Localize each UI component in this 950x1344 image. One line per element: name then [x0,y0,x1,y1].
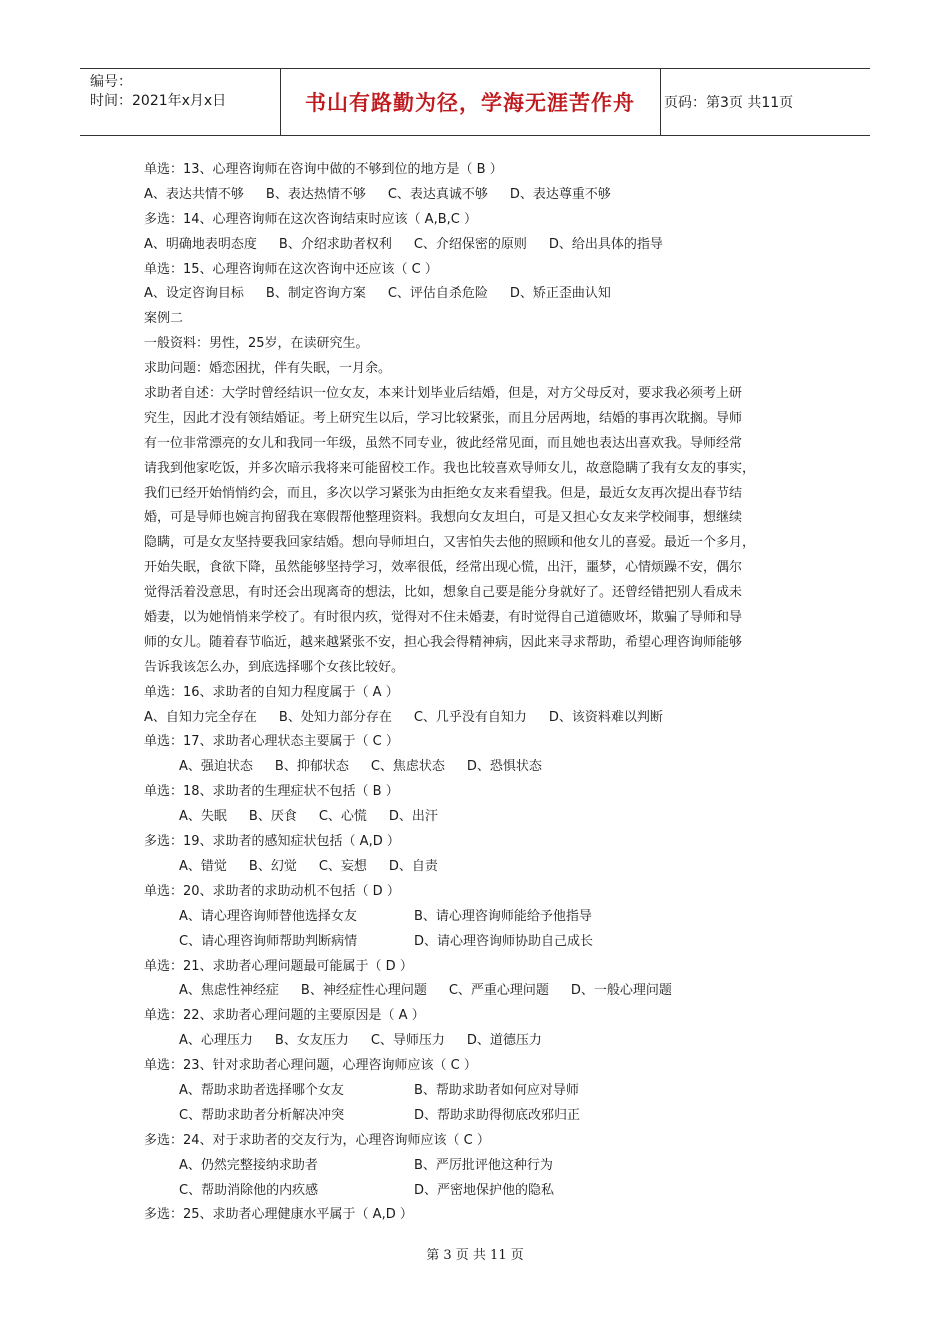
header-divider-right [660,69,661,135]
question-line: 单选：21、求助者心理问题最可能属于（ D ） [144,958,413,974]
answer-options [144,282,824,307]
answer-option: A、强迫状态 [179,759,253,775]
answer-options [144,1029,824,1054]
answer-option: D、该资料难以判断 [548,709,663,725]
text-line: 觉得活着没意思，有时还会出现离奇的想法，比如，想象自己要是能分身就好了。还曾经错把别人看成未 [144,585,743,601]
answer-option: D、出汗 [388,809,438,825]
answer-option: C、介绍保密的原则 [413,236,527,252]
answer-option: D、自责 [388,858,438,874]
answer-options [144,1179,824,1204]
question-line: 单选：22、求助者心理问题的主要原因是（ A ） [144,1008,425,1024]
text-line: 隐瞒，可是女友坚持要我回家结婚。想向导师坦白，又害怕失去他的照顾和他女儿的喜爱。最近一个多月， [144,535,756,551]
text-line: 请我到他家吃饭，并多次暗示我将来可能留校工作。我也比较喜欢导师女儿，故意隐瞒了我有女友的事实， [144,460,756,476]
answer-option: D、矫正歪曲认知 [509,286,611,302]
answer-option: A、请心理咨询师替他选择女友 [179,908,357,924]
answer-option: A、设定咨询目标 [144,286,244,302]
question-line: 单选：15、心理咨询师在这次咨询中还应该（ C ） [144,261,438,277]
question-line: 单选：18、求助者的生理症状不包括（ B ） [144,784,399,800]
answer-option: A、明确地表明态度 [144,236,257,252]
question-line: 多选：19、求助者的感知症状包括（ A,D ） [144,834,400,850]
answer-option: C、心慌 [318,809,367,825]
answer-options [144,233,824,258]
answer-option: B、神经症性心理问题 [300,983,427,999]
text-line: 案例二 [144,311,184,327]
answer-option: A、帮助求助者选择哪个女友 [179,1082,344,1098]
answer-option: B、处知力部分存在 [278,709,392,725]
question-line: 多选：25、求助者心理健康水平属于（ A,D ） [144,1207,413,1223]
answer-option: B、幻觉 [248,858,297,874]
question-line: 多选：14、心理咨询师在这次咨询结束时应该（ A,B,C ） [144,211,477,227]
header-page-label: 页码：第3页 共11页 [664,95,794,111]
answer-option: C、请心理咨询师帮助判断病情 [179,933,358,949]
text-line: 师的女儿。随着春节临近，越来越紧张不安，担心我会得精神病，因此来寻求帮助，希望心理咨询师能够 [144,634,743,650]
answer-option: B、请心理咨询师能给予他指导 [414,908,592,924]
answer-option: D、请心理咨询师协助自己成长 [414,933,594,949]
question-line: 单选：20、求助者的求助动机不包括（ D ） [144,883,400,899]
answer-option: B、女友压力 [274,1033,349,1049]
answer-option: B、抑郁状态 [274,759,349,775]
answer-option: B、厌食 [248,809,297,825]
answer-options [144,855,824,880]
answer-option: C、严重心理问题 [448,983,549,999]
answer-option: B、表达热情不够 [265,186,366,202]
text-line: 求助者自述：大学时曾经结识一位女友，本来计划毕业后结婚，但是，对方父母反对，要求我必须考上研 [144,386,743,402]
answer-option: B、介绍求助者权利 [278,236,392,252]
text-line: 究生，因此才没有领结婚证。考上研究生以后，学习比较紧张，而且分居两地，结婚的事再次耽搁。导师 [144,410,743,426]
answer-option: C、帮助消除他的内疚感 [179,1182,319,1198]
answer-option: A、错觉 [179,858,227,874]
answer-option: C、几乎没有自知力 [413,709,527,725]
answer-option: A、心理压力 [179,1033,253,1049]
text-line: 一般资料：男性，25岁，在读研究生。 [144,336,369,352]
question-line: 单选：17、求助者心理状态主要属于（ C ） [144,734,399,750]
question-line: 单选：16、求助者的自知力程度属于（ A ） [144,684,399,700]
page-header [80,68,870,136]
answer-option: D、给出具体的指导 [548,236,663,252]
text-line: 告诉我该怎么办，到底选择哪个女孩比较好。 [144,659,405,675]
answer-option: D、帮助求助得彻底改邪归正 [414,1107,581,1123]
text-line: 婚妻，以为她悄悄来学校了。有时很内疚，觉得对不住未婚妻，有时觉得自己道德败坏，欺骗了导师和导 [144,610,743,626]
answer-option: B、帮助求助者如何应对导师 [414,1082,579,1098]
answer-option: A、失眠 [179,809,227,825]
page-footer: 第 3 页 共 11 页 [426,1248,524,1263]
answer-options [144,1154,824,1179]
answer-options [144,930,824,955]
text-line: 有一位非常漂亮的女儿和我同一年级，虽然不同专业，彼此经常见面，而且她也表达出喜欢我。导师经常 [144,435,743,451]
answer-option: A、仍然完整接纳求助者 [179,1157,318,1173]
answer-options [144,706,824,731]
answer-options [144,805,824,830]
header-meta [80,69,280,139]
answer-option: A、表达共情不够 [144,186,244,202]
text-line: 婚，可是导师也婉言拘留我在寒假帮他整理资料。我想向女友坦白，可是又担心女友来学校闹事，想继续 [144,510,743,526]
answer-option: A、自知力完全存在 [144,709,257,725]
answer-options [144,183,824,208]
text-line: 求助问题：婚恋困扰，伴有失眠，一月余。 [144,361,392,377]
answer-option: C、表达真诚不够 [387,186,488,202]
answer-option: C、帮助求助者分析解决冲突 [179,1107,345,1123]
answer-options [144,979,824,1004]
answer-options [144,1104,824,1129]
answer-option: D、一般心理问题 [570,983,672,999]
answer-option: D、表达尊重不够 [509,186,611,202]
document-body [144,158,824,1228]
question-line: 单选：23、针对求助者心理问题，心理咨询师应该（ C ） [144,1058,477,1074]
answer-option: C、评估自杀危险 [387,286,488,302]
answer-option: D、严密地保护他的隐私 [414,1182,555,1198]
answer-option: D、恐惧状态 [466,759,542,775]
question-line: 多选：24、对于求助者的交友行为，心理咨询师应该（ C ） [144,1132,490,1148]
answer-option: C、导师压力 [370,1033,445,1049]
document-time-label: 时间：2021年x月x日 [90,93,227,109]
answer-option: C、焦虑状态 [370,759,445,775]
question-line: 单选：13、心理咨询师在咨询中做的不够到位的地方是（ B ） [144,162,503,177]
document-code-label: 编号： [90,74,132,90]
answer-option: C、妄想 [318,858,367,874]
text-line: 开始失眠，食欲下降，虽然能够坚持学习，效率很低，经常出现心慌，出汗，噩梦，心情烦躁不安，偶尔 [144,560,743,576]
answer-option: B、制定咨询方案 [265,286,366,302]
header-motto: 书山有路勤为径，学海无涯苦作舟 [305,91,635,115]
answer-options [144,1079,824,1104]
answer-options [144,905,824,930]
answer-option: A、焦虑性神经症 [179,983,279,999]
answer-option: B、严厉批评他这种行为 [414,1157,553,1173]
text-line: 我们已经开始悄悄约会，而且，多次以学习紧张为由拒绝女友来看望我。但是，最近女友再次提出春节结 [144,485,743,501]
answer-options [144,755,824,780]
answer-option: D、道德压力 [466,1033,542,1049]
